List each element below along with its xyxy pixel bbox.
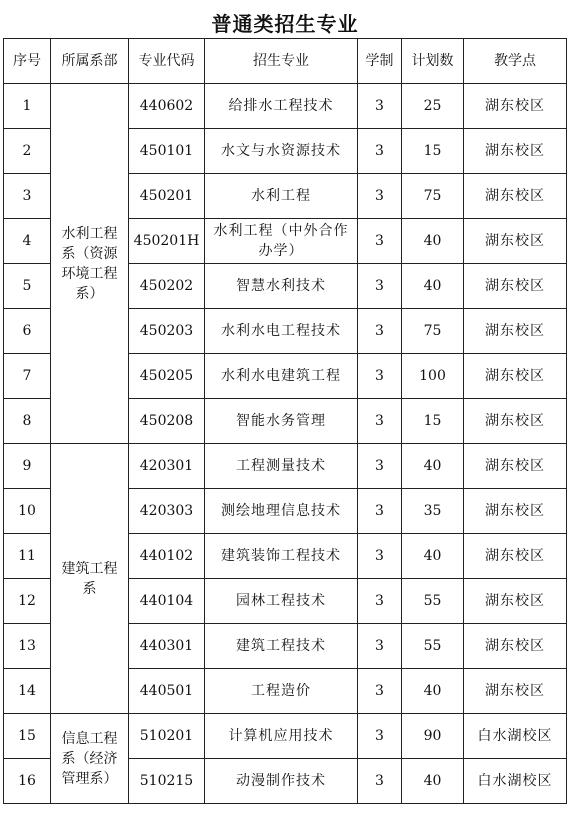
cell-years: 3 [358,354,402,399]
cell-years: 3 [358,714,402,759]
cell-campus: 湖东校区 [464,219,567,264]
cell-major: 智能水务管理 [205,399,358,444]
cell-no: 2 [4,129,51,174]
cell-plan: 35 [402,489,464,534]
cell-code: 440104 [129,579,205,624]
cell-code: 510215 [129,759,205,804]
cell-no: 8 [4,399,51,444]
table-row [4,84,567,129]
cell-major: 园林工程技术 [205,579,358,624]
cell-code: 420301 [129,444,205,489]
cell-no: 16 [4,759,51,804]
cell-code: 450203 [129,309,205,354]
cell-no: 14 [4,669,51,714]
cell-code: 450205 [129,354,205,399]
cell-campus: 湖东校区 [464,264,567,309]
cell-code: 440602 [129,84,205,129]
cell-plan: 75 [402,174,464,219]
cell-major: 水文与水资源技术 [205,129,358,174]
cell-code: 450208 [129,399,205,444]
cell-years: 3 [358,669,402,714]
cell-major: 水利工程（中外合作办学） [205,219,358,264]
cell-years: 3 [358,84,402,129]
cell-campus: 湖东校区 [464,534,567,579]
cell-years: 3 [358,489,402,534]
cell-plan: 75 [402,309,464,354]
cell-no: 9 [4,444,51,489]
cell-no: 1 [4,84,51,129]
cell-no: 13 [4,624,51,669]
cell-major: 水利水电建筑工程 [205,354,358,399]
header-dept: 所属系部 [51,39,129,84]
cell-campus: 湖东校区 [464,399,567,444]
cell-years: 3 [358,534,402,579]
cell-no: 10 [4,489,51,534]
cell-major: 计算机应用技术 [205,714,358,759]
cell-major: 给排水工程技术 [205,84,358,129]
table-row [4,444,567,489]
cell-code: 450201H [129,219,205,264]
cell-years: 3 [358,129,402,174]
cell-no: 4 [4,219,51,264]
cell-dept: 水利工程系（资源环境工程系） [51,84,129,444]
cell-major: 测绘地理信息技术 [205,489,358,534]
page-title: 普通类招生专业 [211,12,359,36]
header-no: 序号 [4,39,51,84]
cell-plan: 40 [402,444,464,489]
cell-plan: 40 [402,219,464,264]
cell-plan: 40 [402,759,464,804]
cell-major: 建筑装饰工程技术 [205,534,358,579]
cell-no: 7 [4,354,51,399]
cell-campus: 湖东校区 [464,579,567,624]
majors-table [3,38,567,804]
cell-campus: 湖东校区 [464,669,567,714]
cell-no: 11 [4,534,51,579]
cell-plan: 55 [402,579,464,624]
cell-campus: 湖东校区 [464,309,567,354]
cell-code: 510201 [129,714,205,759]
cell-campus: 湖东校区 [464,129,567,174]
cell-code: 450101 [129,129,205,174]
cell-code: 420303 [129,489,205,534]
cell-years: 3 [358,309,402,354]
cell-years: 3 [358,264,402,309]
cell-code: 440501 [129,669,205,714]
cell-dept: 建筑工程系 [51,444,129,714]
cell-years: 3 [358,219,402,264]
cell-major: 建筑工程技术 [205,624,358,669]
cell-plan: 40 [402,534,464,579]
cell-plan: 25 [402,84,464,129]
cell-campus: 湖东校区 [464,489,567,534]
cell-major: 智慧水利技术 [205,264,358,309]
header-campus: 教学点 [464,39,567,84]
cell-no: 5 [4,264,51,309]
cell-plan: 40 [402,264,464,309]
cell-no: 12 [4,579,51,624]
cell-campus: 白水湖校区 [464,759,567,804]
cell-code: 440102 [129,534,205,579]
cell-plan: 90 [402,714,464,759]
cell-plan: 15 [402,399,464,444]
cell-major: 水利水电工程技术 [205,309,358,354]
cell-code: 450202 [129,264,205,309]
header-plan: 计划数 [402,39,464,84]
cell-years: 3 [358,759,402,804]
cell-major: 工程测量技术 [205,444,358,489]
header-years: 学制 [358,39,402,84]
table-row [4,714,567,759]
cell-no: 6 [4,309,51,354]
header-major: 招生专业 [205,39,358,84]
cell-plan: 100 [402,354,464,399]
cell-campus: 湖东校区 [464,444,567,489]
cell-major: 水利工程 [205,174,358,219]
cell-campus: 白水湖校区 [464,714,567,759]
cell-major: 工程造价 [205,669,358,714]
cell-plan: 40 [402,669,464,714]
cell-plan: 55 [402,624,464,669]
cell-no: 15 [4,714,51,759]
cell-code: 440301 [129,624,205,669]
cell-years: 3 [358,444,402,489]
cell-major: 动漫制作技术 [205,759,358,804]
cell-years: 3 [358,624,402,669]
cell-years: 3 [358,579,402,624]
cell-no: 3 [4,174,51,219]
cell-dept: 信息工程系（经济管理系） [51,714,129,804]
cell-campus: 湖东校区 [464,624,567,669]
cell-plan: 15 [402,129,464,174]
header-code: 专业代码 [129,39,205,84]
cell-campus: 湖东校区 [464,174,567,219]
cell-code: 450201 [129,174,205,219]
cell-campus: 湖东校区 [464,84,567,129]
cell-campus: 湖东校区 [464,354,567,399]
header-row [4,39,567,84]
cell-years: 3 [358,174,402,219]
cell-years: 3 [358,399,402,444]
